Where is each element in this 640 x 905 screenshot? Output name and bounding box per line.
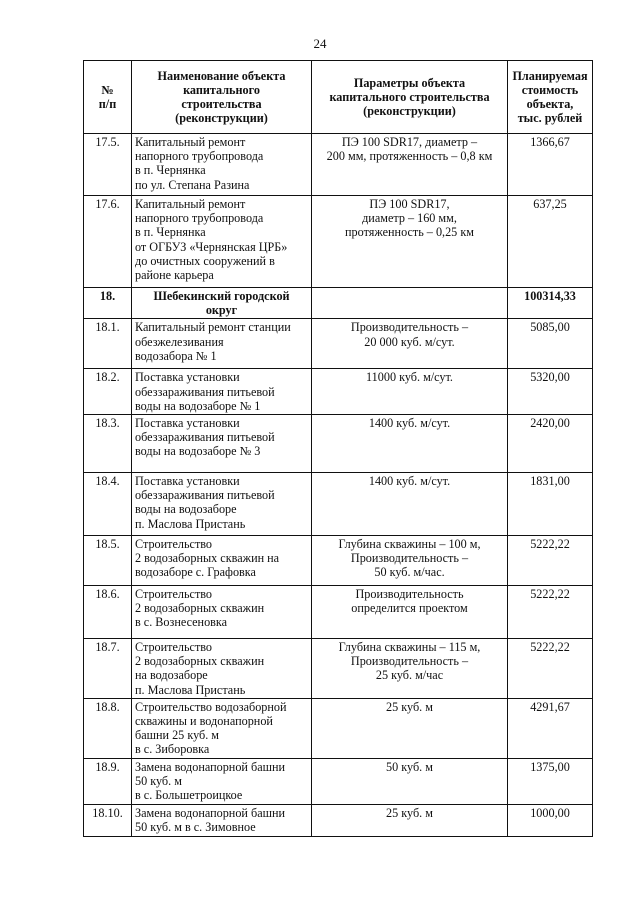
table-row — [84, 536, 593, 586]
row-num: 17.5. — [84, 134, 132, 196]
row-params: 1400 куб. м/сут. — [312, 473, 508, 536]
table-row — [84, 134, 593, 196]
row-num: 18.10. — [84, 804, 132, 836]
row-name: Поставка установки обеззараживания питьевой воды на водозаборе № 3 — [132, 415, 312, 473]
row-name: Капитальный ремонт напорного трубопровода в п. Чернянка по ул. Степана Разина — [132, 134, 312, 196]
row-cost: 1366,67 — [508, 134, 593, 196]
row-name: Строительство 2 водозаборных скважин на водозаборе п. Маслова Пристань — [132, 639, 312, 699]
table-row — [84, 698, 593, 758]
row-params: 50 куб. м — [312, 758, 508, 804]
page-number: 24 — [313, 36, 327, 51]
row-name: Капитальный ремонт станции обезжелезивания водозабора № 1 — [132, 319, 312, 369]
header-cost: Планируемая стоимость объекта, тыс. рублей — [508, 61, 593, 134]
row-params: 25 куб. м — [312, 698, 508, 758]
table-row — [84, 586, 593, 639]
table-row — [84, 196, 593, 288]
row-cost: 1375,00 — [508, 758, 593, 804]
table-row — [84, 473, 593, 536]
row-cost: 637,25 — [508, 196, 593, 288]
row-name: Капитальный ремонт напорного трубопровода в п. Чернянка от ОГБУЗ «Чернянская ЦРБ» до очистных сооружений в районе карьера — [132, 196, 312, 288]
row-name: Поставка установки обеззараживания питьевой воды на водозаборе № 1 — [132, 369, 312, 415]
table-row — [84, 319, 593, 369]
table-row — [84, 415, 593, 473]
row-cost: 1000,00 — [508, 804, 593, 836]
header-num: № п/п — [84, 61, 132, 134]
table-row — [84, 639, 593, 699]
row-num: 18.6. — [84, 586, 132, 639]
row-params — [312, 288, 508, 319]
objects-table — [83, 60, 593, 837]
row-params: 11000 куб. м/сут. — [312, 369, 508, 415]
header-name: Наименование объекта капитального строительства (реконструкции) — [132, 61, 312, 134]
row-cost: 5222,22 — [508, 639, 593, 699]
row-cost: 1831,00 — [508, 473, 593, 536]
table-row — [84, 369, 593, 415]
row-num: 18.9. — [84, 758, 132, 804]
row-num: 17.6. — [84, 196, 132, 288]
row-name: Замена водонапорной башни 50 куб. м в с. Большетроицкое — [132, 758, 312, 804]
row-num: 18.8. — [84, 698, 132, 758]
row-name: Шебекинский городской округ — [132, 288, 312, 319]
row-params: Производительность определится проектом — [312, 586, 508, 639]
row-num: 18.5. — [84, 536, 132, 586]
table-header-row — [84, 61, 593, 134]
row-name: Строительство 2 водозаборных скважин на водозаборе с. Графовка — [132, 536, 312, 586]
table-row — [84, 758, 593, 804]
header-params: Параметры объекта капитального строительства (реконструкции) — [312, 61, 508, 134]
row-name: Поставка установки обеззараживания питьевой воды на водозаборе п. Маслова Пристань — [132, 473, 312, 536]
row-params: 1400 куб. м/сут. — [312, 415, 508, 473]
row-params: Глубина скважины – 100 м, Производительность – 50 куб. м/час. — [312, 536, 508, 586]
row-params: Глубина скважины – 115 м, Производительность – 25 куб. м/час — [312, 639, 508, 699]
row-num: 18.1. — [84, 319, 132, 369]
row-num: 18.4. — [84, 473, 132, 536]
row-cost: 5222,22 — [508, 536, 593, 586]
row-name: Строительство 2 водозаборных скважин в с. Вознесеновка — [132, 586, 312, 639]
row-name: Замена водонапорной башни 50 куб. м в с. Зимовное — [132, 804, 312, 836]
row-cost: 5320,00 — [508, 369, 593, 415]
row-name: Строительство водозаборной скважины и водонапорной башни 25 куб. м в с. Зиборовка — [132, 698, 312, 758]
row-num: 18.7. — [84, 639, 132, 699]
row-params: ПЭ 100 SDR17, диаметр – 160 мм, протяженность – 0,25 км — [312, 196, 508, 288]
row-cost: 5085,00 — [508, 319, 593, 369]
row-cost: 4291,67 — [508, 698, 593, 758]
row-params: 25 куб. м — [312, 804, 508, 836]
table-body — [84, 134, 593, 837]
table-row — [84, 804, 593, 836]
row-params: Производительность – 20 000 куб. м/сут. — [312, 319, 508, 369]
row-num: 18.2. — [84, 369, 132, 415]
row-cost: 5222,22 — [508, 586, 593, 639]
row-cost: 100314,33 — [508, 288, 593, 319]
row-num: 18.3. — [84, 415, 132, 473]
table-row-group — [84, 288, 593, 319]
row-num: 18. — [84, 288, 132, 319]
row-cost: 2420,00 — [508, 415, 593, 473]
row-params: ПЭ 100 SDR17, диаметр – 200 мм, протяженность – 0,8 км — [312, 134, 508, 196]
